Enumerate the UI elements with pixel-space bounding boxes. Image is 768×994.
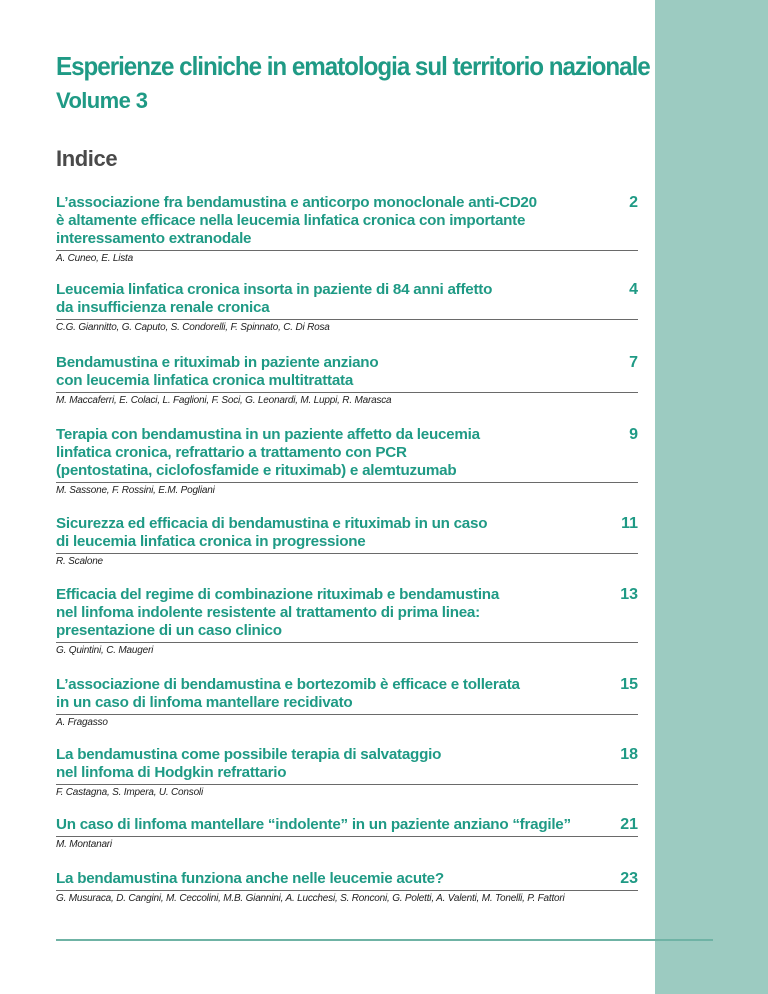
toc-entry-title-line: da insufficienza renale cronica (56, 299, 270, 316)
toc-entry-divider (56, 836, 638, 837)
toc-entry-divider (56, 482, 638, 483)
toc-entry-title-line: linfatica cronica, refrattario a trattamento con PCR (56, 444, 407, 461)
toc-entry-title[interactable] (56, 354, 576, 390)
toc-entry-authors: C.G. Giannitto, G. Caputo, S. Condorelli, F. Spinnato, C. Di Rosa (56, 322, 330, 333)
toc-entry-authors: G. Musuraca, D. Cangini, M. Ceccolini, M.B. Giannini, A. Lucchesi, S. Ronconi, G. Poletti, A. Valenti, M. Tonelli, P. Fattori (56, 893, 565, 904)
bottom-divider (56, 939, 713, 941)
toc-entry-page-number[interactable]: 13 (620, 586, 638, 603)
toc-entry-page-number[interactable]: 9 (629, 426, 638, 443)
toc-entry-title-line: L’associazione fra bendamustina e anticorpo monoclonale anti-CD20 (56, 194, 537, 211)
toc-entry-divider (56, 392, 638, 393)
toc-entry-divider (56, 250, 638, 251)
document-title: Esperienze cliniche in ematologia sul territorio nazionale (56, 51, 650, 81)
toc-entry-title[interactable] (56, 676, 576, 712)
toc-entry-authors: A. Cuneo, E. Lista (56, 253, 134, 264)
toc-entry-title-line: Sicurezza ed efficacia di bendamustina e rituximab in un caso (56, 515, 488, 532)
toc-entry-title-line: Efficacia del regime di combinazione rituximab e bendamustina (56, 586, 500, 603)
toc-entry-title-line: (pentostatina, ciclofosfamide e rituximab) e alemtuzumab (56, 462, 457, 479)
toc-entry-title[interactable] (56, 281, 576, 317)
toc-entry-page-number[interactable]: 18 (620, 746, 638, 763)
toc-entry-divider (56, 714, 638, 715)
toc-entry-authors: G. Quintini, C. Maugeri (56, 645, 154, 656)
toc-entry-page-number[interactable]: 11 (621, 515, 638, 532)
toc-entry-title-line: è altamente efficace nella leucemia linfatica cronica con importante (56, 212, 526, 229)
toc-entry-title-line: Un caso di linfoma mantellare “indolente” in un paziente anziano “fragile” (56, 816, 571, 833)
toc-entry-title-line: con leucemia linfatica cronica multitrattata (56, 372, 354, 389)
toc-entry-title-line: Leucemia linfatica cronica insorta in paziente di 84 anni affetto (56, 281, 493, 298)
toc-entry-title[interactable] (56, 746, 576, 782)
toc-entry-title[interactable] (56, 515, 576, 551)
toc-entry-title[interactable] (56, 816, 576, 834)
toc-entry-title-line: La bendamustina funziona anche nelle leucemie acute? (56, 870, 444, 887)
side-color-band (655, 0, 768, 994)
toc-entry-page-number[interactable]: 21 (620, 816, 638, 833)
toc-entry-authors: M. Maccaferri, E. Colaci, L. Faglioni, F. Soci, G. Leonardi, M. Luppi, R. Marasca (56, 395, 392, 406)
toc-entry-title-line: L’associazione di bendamustina e bortezomib è efficace e tollerata (56, 676, 520, 693)
toc-entry-title-line: interessamento extranodale (56, 230, 252, 247)
toc-entry-title-line: Terapia con bendamustina in un paziente affetto da leucemia (56, 426, 480, 443)
toc-entry-title-line: presentazione di un caso clinico (56, 622, 282, 639)
toc-entry-page-number[interactable]: 7 (629, 354, 638, 371)
toc-entry-divider (56, 890, 638, 891)
toc-entry-title-line: in un caso di linfoma mantellare recidivato (56, 694, 353, 711)
toc-entry-title[interactable] (56, 870, 576, 888)
toc-entry-title[interactable] (56, 586, 576, 640)
toc-entry-authors: R. Scalone (56, 556, 103, 567)
toc-entry-divider (56, 642, 638, 643)
toc-entry-title-line: Bendamustina e rituximab in paziente anziano (56, 354, 379, 371)
toc-entry-page-number[interactable]: 4 (629, 281, 638, 298)
toc-entry-authors: M. Sassone, F. Rossini, E.M. Pogliani (56, 485, 215, 496)
index-heading: Indice (56, 146, 118, 171)
toc-entry-page-number[interactable]: 2 (629, 194, 638, 211)
toc-entry-authors: F. Castagna, S. Impera, U. Consoli (56, 787, 203, 798)
toc-entry-title[interactable] (56, 426, 576, 480)
toc-entry-divider (56, 319, 638, 320)
toc-entry-page-number[interactable]: 15 (620, 676, 638, 693)
toc-entry-authors: M. Montanari (56, 839, 112, 850)
volume-label: Volume 3 (56, 88, 148, 113)
toc-entry-title-line: nel linfoma di Hodgkin refrattario (56, 764, 287, 781)
toc-entry-authors: A. Fragasso (56, 717, 108, 728)
toc-entry-page-number[interactable]: 23 (620, 870, 638, 887)
toc-entry-title-line: nel linfoma indolente resistente al trattamento di prima linea: (56, 604, 480, 621)
toc-entry-title[interactable] (56, 194, 576, 248)
toc-entry-title-line: La bendamustina come possibile terapia di salvataggio (56, 746, 442, 763)
toc-entry-divider (56, 553, 638, 554)
toc-entry-divider (56, 784, 638, 785)
toc-entry-title-line: di leucemia linfatica cronica in progressione (56, 533, 366, 550)
